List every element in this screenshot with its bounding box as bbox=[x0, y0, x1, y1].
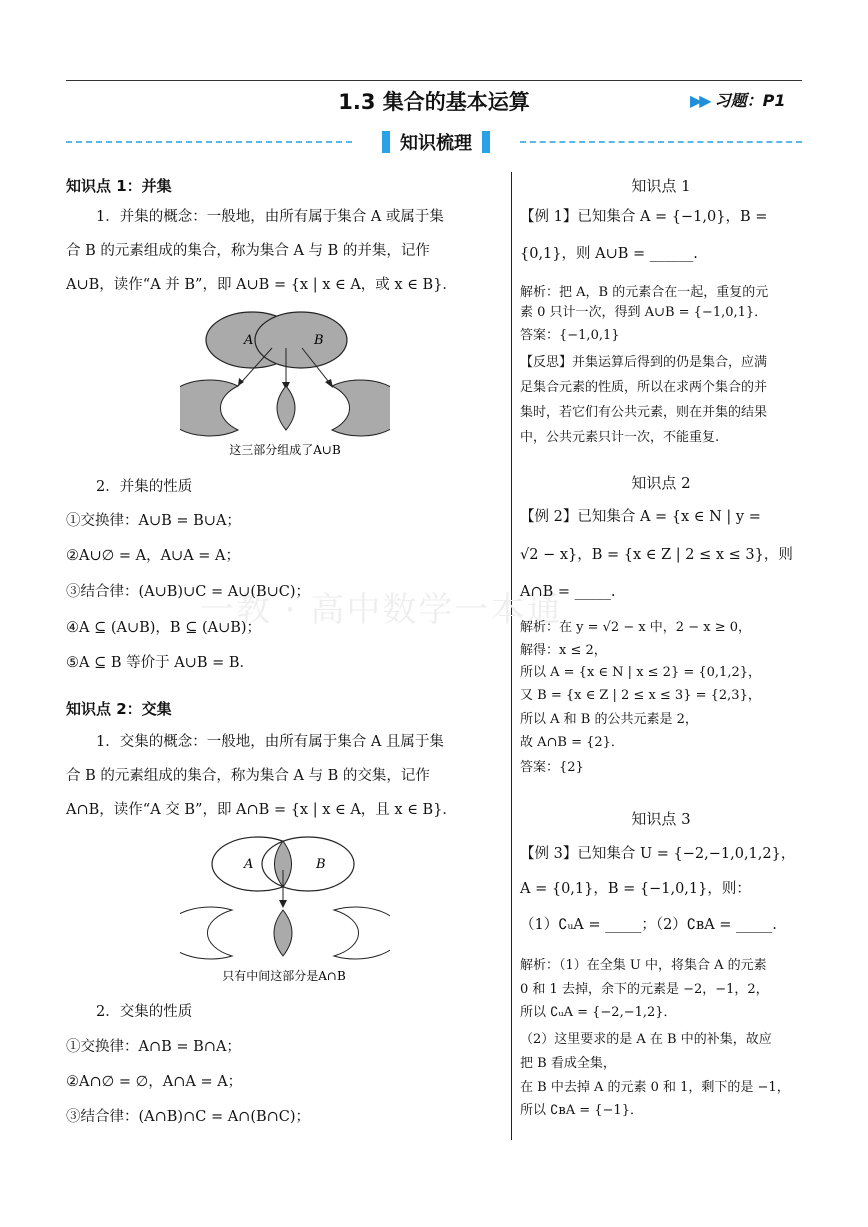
kp2-def-line: A∩B，读作“A 交 B”，即 A∩B = {x | x ∈ A，且 x ∈ B}． bbox=[66, 802, 457, 818]
kp1-prop: ⑤A ⊆ B 等价于 A∪B = B． bbox=[66, 655, 255, 671]
intersection-venn-diagram bbox=[180, 834, 390, 986]
kp1-def-line: 合 B 的元素组成的集合，称为集合 A 与 B 的并集，记作 bbox=[66, 243, 430, 259]
kp2-prop: ③结合律：(A∩B)∩C = A∩(B∩C)； bbox=[66, 1109, 311, 1125]
kp2-prop: ①交换律：A∩B = B∩A； bbox=[66, 1039, 241, 1055]
kp2-def-line: 1．交集的概念：一般地，由所有属于集合 A 且属于集 bbox=[96, 734, 444, 750]
kp1-prop: ②A∪∅ = A，A∪A = A； bbox=[66, 548, 241, 564]
r-kp1-analysis: 解析：把 A，B 的元素合在一起，重复的元 bbox=[520, 285, 769, 300]
kp2-def-line: 合 B 的元素组成的集合，称为集合 A 与 B 的交集，记作 bbox=[66, 768, 430, 784]
r-kp1-reflect: 中，公共元素只计一次，不能重复. bbox=[520, 430, 720, 445]
section-title: 知识梳理 bbox=[400, 133, 472, 154]
venn2-caption: 只有中间这部分是A∩B bbox=[222, 969, 346, 983]
r-kp2-analysis: 故 A∩B = {2}． bbox=[520, 735, 624, 750]
r-kp2-example: 【例 2】已知集合 A = {x ∈ N | y = bbox=[520, 509, 761, 525]
r-kp3-heading: 知识点 3 bbox=[631, 810, 691, 828]
set-b-ellipse bbox=[255, 312, 347, 368]
r-kp3-analysis: 所以 ∁ᵤA = {−2,−1,2}． bbox=[520, 1005, 677, 1020]
kp1-prop: ①交换律：A∪B = B∪A； bbox=[66, 513, 241, 529]
header-rule bbox=[66, 80, 802, 81]
r-kp1-analysis: 素 0 只计一次，得到 A∪B = {−1,0,1}． bbox=[520, 305, 768, 320]
page-title: 1.3 集合的基本运算 bbox=[338, 90, 530, 114]
r-kp1-example: {0,1}，则 A∪B = ______. bbox=[520, 246, 698, 262]
r-kp1-reflect: 足集合元素的性质，所以在求两个集合的并 bbox=[520, 380, 768, 395]
a-only-region bbox=[180, 907, 232, 959]
kp2-props-heading: 2．交集的性质 bbox=[96, 1004, 193, 1020]
r-kp3-analysis: （2）这里要求的是 A 在 B 中的补集，故应 bbox=[520, 1032, 772, 1047]
intersection-region bbox=[277, 386, 295, 430]
kp1-prop: ④A ⊆ (A∪B)，B ⊆ (A∪B)； bbox=[66, 620, 262, 636]
kp2-heading: 知识点 2：交集 bbox=[66, 700, 172, 718]
r-kp1-reflect: 集时，若它们有公共元素，则在并集的结果 bbox=[520, 405, 768, 420]
kp1-heading: 知识点 1：并集 bbox=[66, 177, 172, 195]
a-only-region bbox=[180, 380, 238, 436]
set-b-label: B bbox=[314, 333, 324, 348]
set-a-label: A bbox=[244, 857, 254, 872]
r-kp1-example: 【例 1】已知集合 A = {−1,0}，B = bbox=[520, 209, 768, 225]
r-kp3-analysis: 所以 ∁ʙA = {−1}． bbox=[520, 1103, 643, 1118]
column-divider bbox=[511, 172, 512, 1140]
section-divider-left bbox=[66, 141, 352, 143]
section-heading bbox=[362, 128, 510, 156]
r-kp2-analysis: 所以 A 和 B 的公共元素是 2， bbox=[520, 712, 698, 727]
exercise-label: 习题：P1 bbox=[714, 91, 786, 110]
r-kp3-analysis: 0 和 1 去掉，余下的元素是 −2，−1，2， bbox=[520, 982, 769, 997]
r-kp2-analysis: 解得：x ≤ 2， bbox=[520, 643, 607, 658]
kp1-props-heading: 2．并集的性质 bbox=[96, 479, 193, 495]
r-kp2-example: A∩B = _____. bbox=[520, 584, 616, 600]
r-kp3-analysis: 在 B 中去掉 A 的元素 0 和 1，剩下的是 −1， bbox=[520, 1080, 790, 1095]
r-kp2-answer: 答案：{2} bbox=[520, 760, 584, 775]
r-kp2-analysis: 又 B = {x ∈ Z | 2 ≤ x ≤ 3} = {2,3}， bbox=[520, 688, 761, 703]
section-bar-icon bbox=[482, 131, 490, 153]
r-kp2-analysis: 解析：在 y = √2 − x 中，2 − x ≥ 0， bbox=[520, 620, 751, 635]
b-only-region bbox=[332, 380, 390, 436]
r-kp3-analysis: 解析：（1）在全集 U 中，将集合 A 的元素 bbox=[520, 958, 767, 973]
kp1-def-line: 1．并集的概念：一般地，由所有属于集合 A 或属于集 bbox=[96, 209, 444, 225]
kp1-prop: ③结合律：(A∪B)∪C = A∪(B∪C)； bbox=[66, 584, 311, 600]
section-bar-icon bbox=[382, 131, 390, 153]
r-kp3-example: （1）∁ᵤA = _____；（2）∁ʙA = _____. bbox=[520, 917, 777, 933]
r-kp1-answer: 答案：{−1,0,1} bbox=[520, 328, 620, 343]
r-kp3-example: 【例 3】已知集合 U = {−2,−1,0,1,2}， bbox=[520, 846, 796, 862]
r-kp1-heading: 知识点 1 bbox=[631, 177, 691, 195]
watermark: 一教 · 高中数学一本通 bbox=[200, 590, 563, 630]
union-venn-diagram bbox=[180, 308, 390, 460]
exercise-reference bbox=[690, 88, 785, 111]
r-kp2-analysis: 所以 A = {x ∈ N | x ≤ 2} = {0,1,2}， bbox=[520, 665, 761, 680]
venn1-caption: 这三部分组成了A∪B bbox=[229, 443, 341, 457]
r-kp3-example: A = {0,1}，B = {−1,0,1}，则： bbox=[520, 881, 751, 897]
kp2-prop: ②A∩∅ = ∅，A∩A = A； bbox=[66, 1074, 243, 1090]
r-kp1-reflect: 【反思】并集运算后得到的仍是集合，应满 bbox=[520, 355, 768, 370]
kp1-def-line: A∪B，读作“A 并 B”，即 A∪B = {x | x ∈ A，或 x ∈ B}． bbox=[66, 277, 457, 293]
r-kp2-heading: 知识点 2 bbox=[631, 474, 691, 492]
r-kp3-analysis: 把 B 看成全集， bbox=[520, 1056, 616, 1071]
double-arrow-icon: ▶▶ bbox=[690, 91, 709, 110]
intersection-result-region bbox=[274, 910, 292, 956]
set-b-label: B bbox=[316, 857, 326, 872]
set-a-label: A bbox=[244, 333, 254, 348]
b-only-region bbox=[334, 907, 390, 959]
r-kp2-example: √2 − x}，B = {x ∈ Z | 2 ≤ x ≤ 3}，则 bbox=[520, 547, 793, 563]
section-divider-right bbox=[520, 141, 802, 143]
